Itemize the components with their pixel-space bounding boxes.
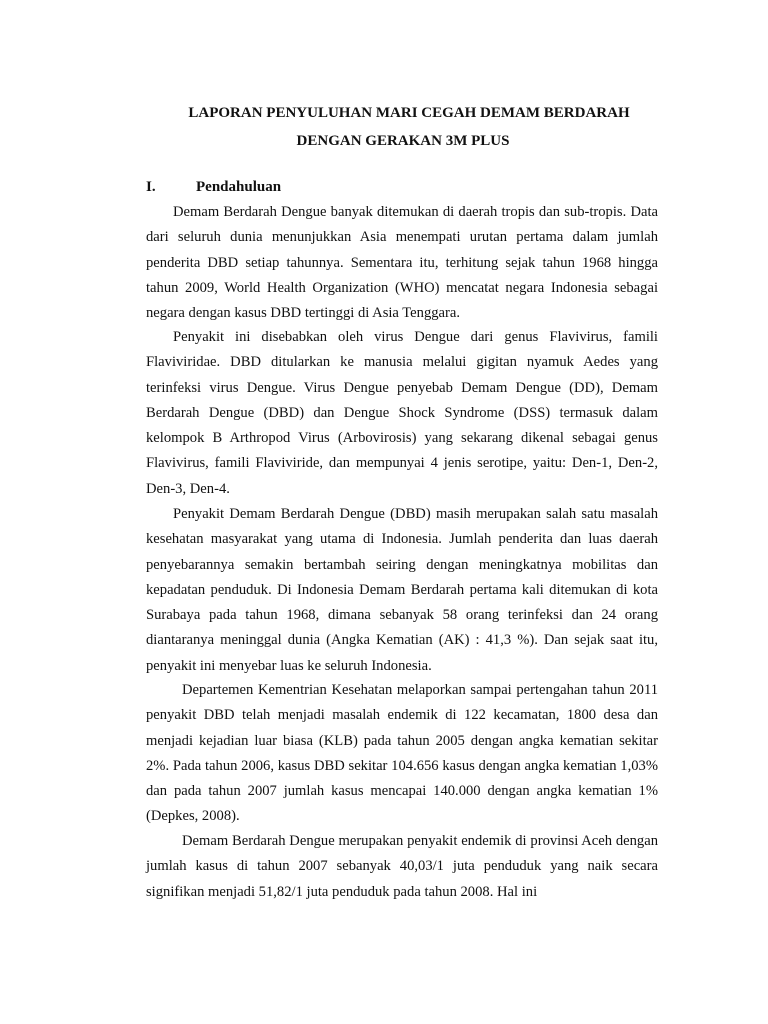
section-heading	[146, 176, 281, 198]
title-line-2: DENGAN GERAKAN 3M PLUS	[296, 133, 510, 149]
paragraph: Demam Berdarah Dengue merupakan penyakit endemik di provinsi Aceh dengan jumlah kasus di tahun 2007 sebanyak 40,03/1 juta penduduk yang naik secara signifikan menjadi 51,82/1 juta penduduk pada tahun 2008. Hal ini	[146, 833, 658, 900]
document-title	[148, 99, 658, 155]
paragraph: Demam Berdarah Dengue banyak ditemukan di daerah tropis dan sub-tropis. Data dari seluruh dunia menunjukkan Asia menempati urutan pertama dalam jumlah penderita DBD setiap tahunnya. Sementara itu, terhitung sejak tahun 1968 hingga tahun 2009, World Health Organization (WHO) mencatat negara Indonesia sebagai negara dengan kasus DBD tertinggi di Asia Tenggara.	[146, 204, 658, 322]
paragraph: Departemen Kementrian Kesehatan melaporkan sampai pertengahan tahun 2011 penyakit DBD telah menjadi masalah endemik di 122 kecamatan, 1800 desa dan menjadi kejadian luar biasa (KLB) pada tahun 2005 dengan angka kematian sekitar 2%. Pada tahun 2006, kasus DBD sekitar 104.656 kasus dengan angka kematian 1,03% dan pada tahun 2007 jumlah kasus mencapai 140.000 dengan angka kematian 1% (Depkes, 2008).	[146, 682, 658, 825]
section-title: Pendahuluan	[196, 179, 282, 195]
paragraph: Penyakit Demam Berdarah Dengue (DBD) masih merupakan salah satu masalah kesehatan masyarakat yang utama di Indonesia. Jumlah penderita dan luas daerah penyebarannya semakin bertambah seiring dengan meningkatnya mobilitas dan kepadatan penduduk. Di Indonesia Demam Berdarah pertama kali ditemukan di kota Surabaya pada tahun 1968, dimana sebanyak 58 orang terinfeksi dan 24 orang diantaranya meninggal dunia (Angka Kematian (AK) : 41,3 %). Dan sejak saat itu, penyakit ini menyebar luas ke seluruh Indonesia.	[146, 506, 658, 674]
title-line-1: LAPORAN PENYULUHAN MARI CEGAH DEMAM BERDARAH	[188, 105, 630, 121]
section-number: I.	[146, 179, 156, 195]
paragraph: Penyakit ini disebabkan oleh virus Dengue dari genus Flavivirus, famili Flaviviridae. DBD ditularkan ke manusia melalui gigitan nyamuk Aedes yang terinfeksi virus Dengue. Virus Dengue penyebab Demam Dengue (DD), Demam Berdarah Dengue (DBD) dan Dengue Shock Syndrome (DSS) termasuk dalam kelompok B Arthropod Virus (Arbovirosis) yang sekarang dikenal sebagai genus Flavivirus, famili Flaviviride, dan mempunyai 4 jenis serotipe, yaitu: Den-1, Den-2, Den-3, Den-4.	[146, 329, 658, 497]
